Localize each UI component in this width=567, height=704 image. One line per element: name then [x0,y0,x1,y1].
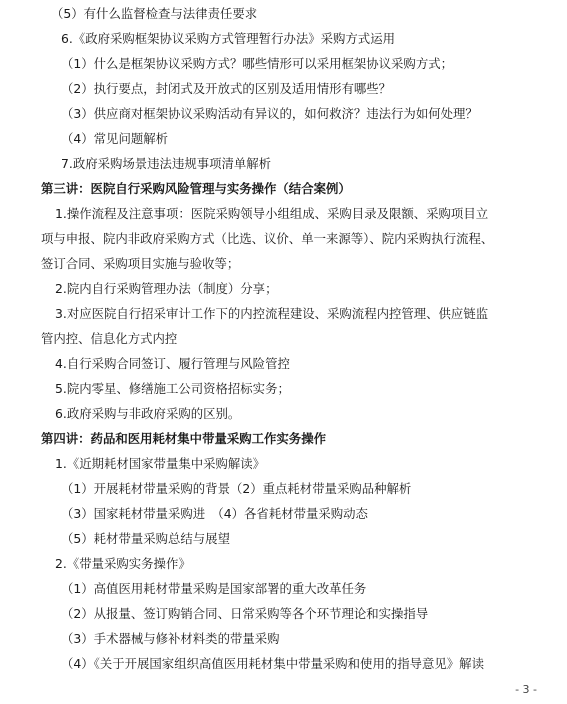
text-line: 5.院内零星、修缮施工公司资格招标实务； [55,381,290,396]
text-line: （3）国家耗材带量采购进 （4）各省耗材带量采购动态 [61,506,368,521]
text-line: （2）执行要点，封闭式及开放式的区别及适用情形有哪些？ [61,81,392,96]
text-line: （2）从报量、签订购销合同、日常采购等各个环节理论和实操指导 [61,606,429,621]
text-line: （1）开展耗材带量采购的背景（2）重点耗材带量采购品种解析 [61,481,412,496]
text-line: 项与申报、院内非政府采购方式（比选、议价、单一来源等）、院内采购执行流程、 [41,231,494,246]
text-line: （1）高值医用耗材带量采购是国家部署的重大改革任务 [61,581,367,596]
text-line: （5）耗材带量采购总结与展望 [61,531,230,546]
text-line: 1.操作流程及注意事项：医院采购领导小组组成、采购目录及限额、采购项目立 [55,206,489,221]
text-line: （5）有什么监督检查与法律责任要求 [51,6,258,21]
text-line: （1）什么是框架协议采购方式？哪些情形可以采用框架协议采购方式； [61,56,453,71]
section-heading: 第三讲：医院自行采购风险管理与实务操作（结合案例） [41,181,351,196]
text-line: 签订合同、采购项目实施与验收等； [41,256,240,271]
text-line: 7.政府采购场景违法违规事项清单解析 [61,156,272,171]
text-line: 6.《政府采购框架协议采购方式管理暂行办法》采购方式运用 [61,31,395,46]
text-line: 2.《带量采购实务操作》 [55,556,191,571]
text-line: （4）常见问题解析 [61,131,169,146]
text-line: 3.对应医院自行招采审计工作下的内控流程建设、采购流程内控管理、供应链监 [55,306,489,321]
text-line: 1.《近期耗材国家带量集中采购解读》 [55,456,266,471]
text-line: 4.自行采购合同签订、履行管理与风险管控 [55,356,290,371]
text-line: 6.政府采购与非政府采购的区别。 [55,406,241,421]
text-line: （4）《关于开展国家组织高值医用耗材集中带量采购和使用的指导意见》解读 [61,656,484,671]
page-number: - 3 - [515,683,537,696]
text-line: 管内控、信息化方式内控 [41,331,178,346]
text-line: （3）手术器械与修补材料类的带量采购 [61,631,280,646]
text-line: 2.院内自行采购管理办法（制度）分享； [55,281,278,296]
section-heading: 第四讲：药品和医用耗材集中带量采购工作实务操作 [41,431,326,446]
text-line: （3）供应商对框架协议采购活动有异议的，如何救济？违法行为如何处理？ [61,106,478,121]
